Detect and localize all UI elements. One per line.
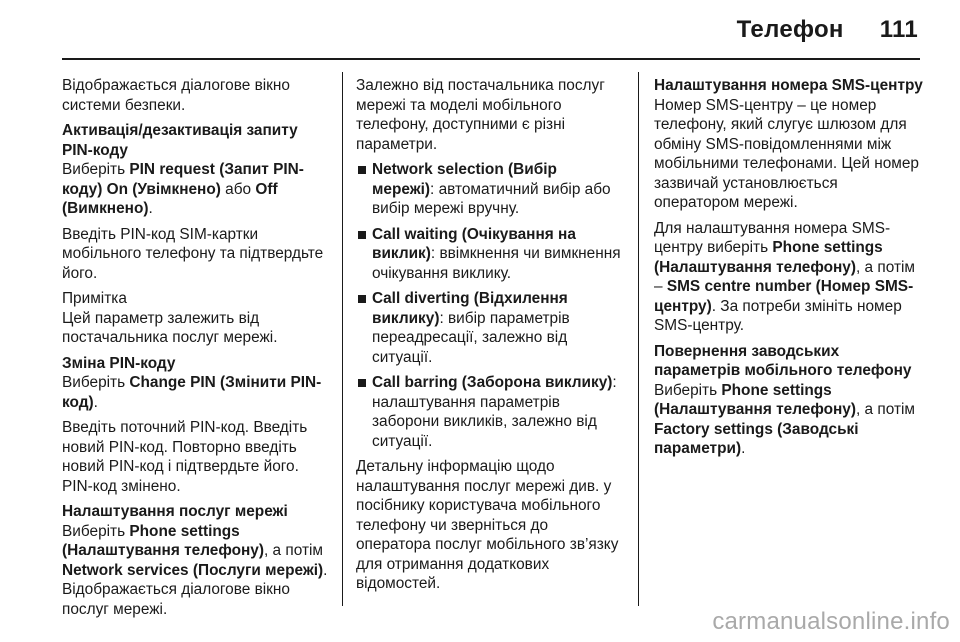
option-label: Call diverting (Відхилення виклику): [372, 290, 568, 327]
section-heading: Активація/дезактивація запиту PIN-коду: [62, 122, 298, 159]
option-text: : ввімкнення чи вимкнення очікування виклику.: [372, 245, 621, 282]
text-fragment: Для налаштування номера SMS-центру виберіть: [654, 219, 891, 256]
body-text: Детальну інформацію щодо налаштування послуг мережі див. у посібнику користувача мобільного телефону чи зверніться до оператора послуг мобільного зв’язку для отримання додаткових відомостей.: [356, 458, 619, 592]
text-fragment: Виберіть: [62, 161, 130, 178]
page-number: 111: [879, 16, 918, 43]
option-text: : вибір параметрів переадресації, залежно від ситуації.: [372, 309, 570, 366]
instruction-text: [62, 160, 330, 219]
instruction-text: [62, 522, 330, 620]
options-list: [356, 160, 622, 451]
body-text: Номер SMS-центру – це номер телефону, який слугує шлюзом для обміну SMS-повідомленнями між мобільними телефонами. Цей номер зазвичай установлюється оператором мережі.: [654, 96, 919, 211]
menu-option: Network services (Послуги мережі): [62, 561, 324, 579]
section-heading: Повернення заводських параметрів мобільного телефону: [654, 342, 912, 379]
note-box: [62, 289, 330, 348]
text-fragment: , а потім: [264, 542, 323, 559]
column-3: [654, 76, 926, 465]
list-item: [356, 289, 622, 367]
option-label: Call barring (Заборона виклику): [372, 374, 613, 391]
section-heading: Налаштування послуг мережі: [62, 503, 288, 520]
option-text: : автоматичний вибір або вибір мережі вручну.: [372, 180, 611, 217]
page-header: [737, 16, 918, 44]
text-fragment: Виберіть: [62, 374, 130, 391]
menu-option: SMS centre number (Номер SMS-центру): [654, 278, 914, 315]
menu-option: Off (Вимкнено): [62, 180, 278, 217]
text-fragment: Виберіть: [62, 522, 130, 540]
note-title: Примітка: [62, 290, 127, 307]
option-label: Network selection (Вибір мережі): [372, 161, 557, 198]
text-fragment: або: [220, 180, 256, 198]
column-1: [62, 76, 330, 625]
intro-text: Залежно від постачальника послуг мережі та моделі мобільного телефону, доступними є різні параметри.: [356, 77, 605, 153]
list-item: [356, 373, 622, 451]
header-rule: [62, 58, 920, 60]
section-heading: Налаштування номера SMS-центру: [654, 77, 923, 94]
list-item: [356, 160, 622, 219]
menu-option: Phone settings (Налаштування телефону): [654, 239, 883, 276]
note-text: Цей параметр залежить від постачальника послуг мережі.: [62, 309, 278, 346]
option-label: Call waiting (Очікування на виклик): [372, 225, 576, 262]
bullet-square-icon: [358, 295, 366, 303]
menu-option: Change PIN (Змінити PIN-код): [62, 374, 322, 411]
text-fragment: Виберіть: [654, 381, 722, 399]
text-fragment: .: [323, 561, 328, 579]
instruction-text: [654, 219, 926, 336]
menu-option: Factory settings (Заводські параметри): [654, 420, 859, 457]
column-divider: [342, 72, 343, 606]
text-fragment: .: [148, 200, 153, 217]
watermark-text: carmanualsonline.info: [712, 608, 950, 635]
column-2: [356, 76, 622, 600]
text-fragment: .: [741, 440, 746, 457]
bullet-square-icon: [358, 231, 366, 239]
body-text: Введіть поточний PIN-код. Введіть новий PIN-код. Повторно введіть новий PIN-код і підтвердьте його. PIN-код змінено.: [62, 419, 308, 495]
instruction-text: [62, 373, 330, 412]
option-text: : налаштування параметрів заборони викликів, залежно від ситуації.: [372, 374, 617, 450]
pin-request-section: [62, 121, 330, 219]
factory-reset-section: [654, 342, 926, 459]
change-pin-section: [62, 354, 330, 413]
section-heading: Зміна PIN-коду: [62, 354, 176, 372]
list-item: [356, 225, 622, 284]
network-services-section: [62, 502, 330, 619]
text-fragment: , а потім –: [654, 258, 915, 295]
column-divider: [638, 72, 639, 606]
text-fragment: , а потім: [856, 401, 915, 418]
sms-centre-section: [654, 76, 926, 213]
intro-text: Відображається діалогове вікно системи безпеки.: [62, 77, 290, 114]
text-fragment: Відображається діалогове вікно послуг мережі.: [62, 581, 290, 618]
bullet-square-icon: [358, 379, 366, 387]
menu-option: Phone settings (Налаштування телефону): [654, 381, 856, 418]
text-fragment: .: [93, 393, 98, 411]
text-fragment: . За потреби змініть номер SMS-центру.: [654, 297, 902, 334]
section-title: Телефон: [736, 16, 844, 43]
bullet-square-icon: [358, 166, 366, 174]
body-text: Введіть PIN-код SIM-картки мобільного телефону та підтвердьте його.: [62, 225, 324, 282]
menu-option: Phone settings (Налаштування телефону): [62, 522, 264, 559]
menu-option: PIN request (Запит PIN-коду) On (Увімкнено): [62, 161, 304, 198]
instruction-text: [654, 381, 926, 459]
